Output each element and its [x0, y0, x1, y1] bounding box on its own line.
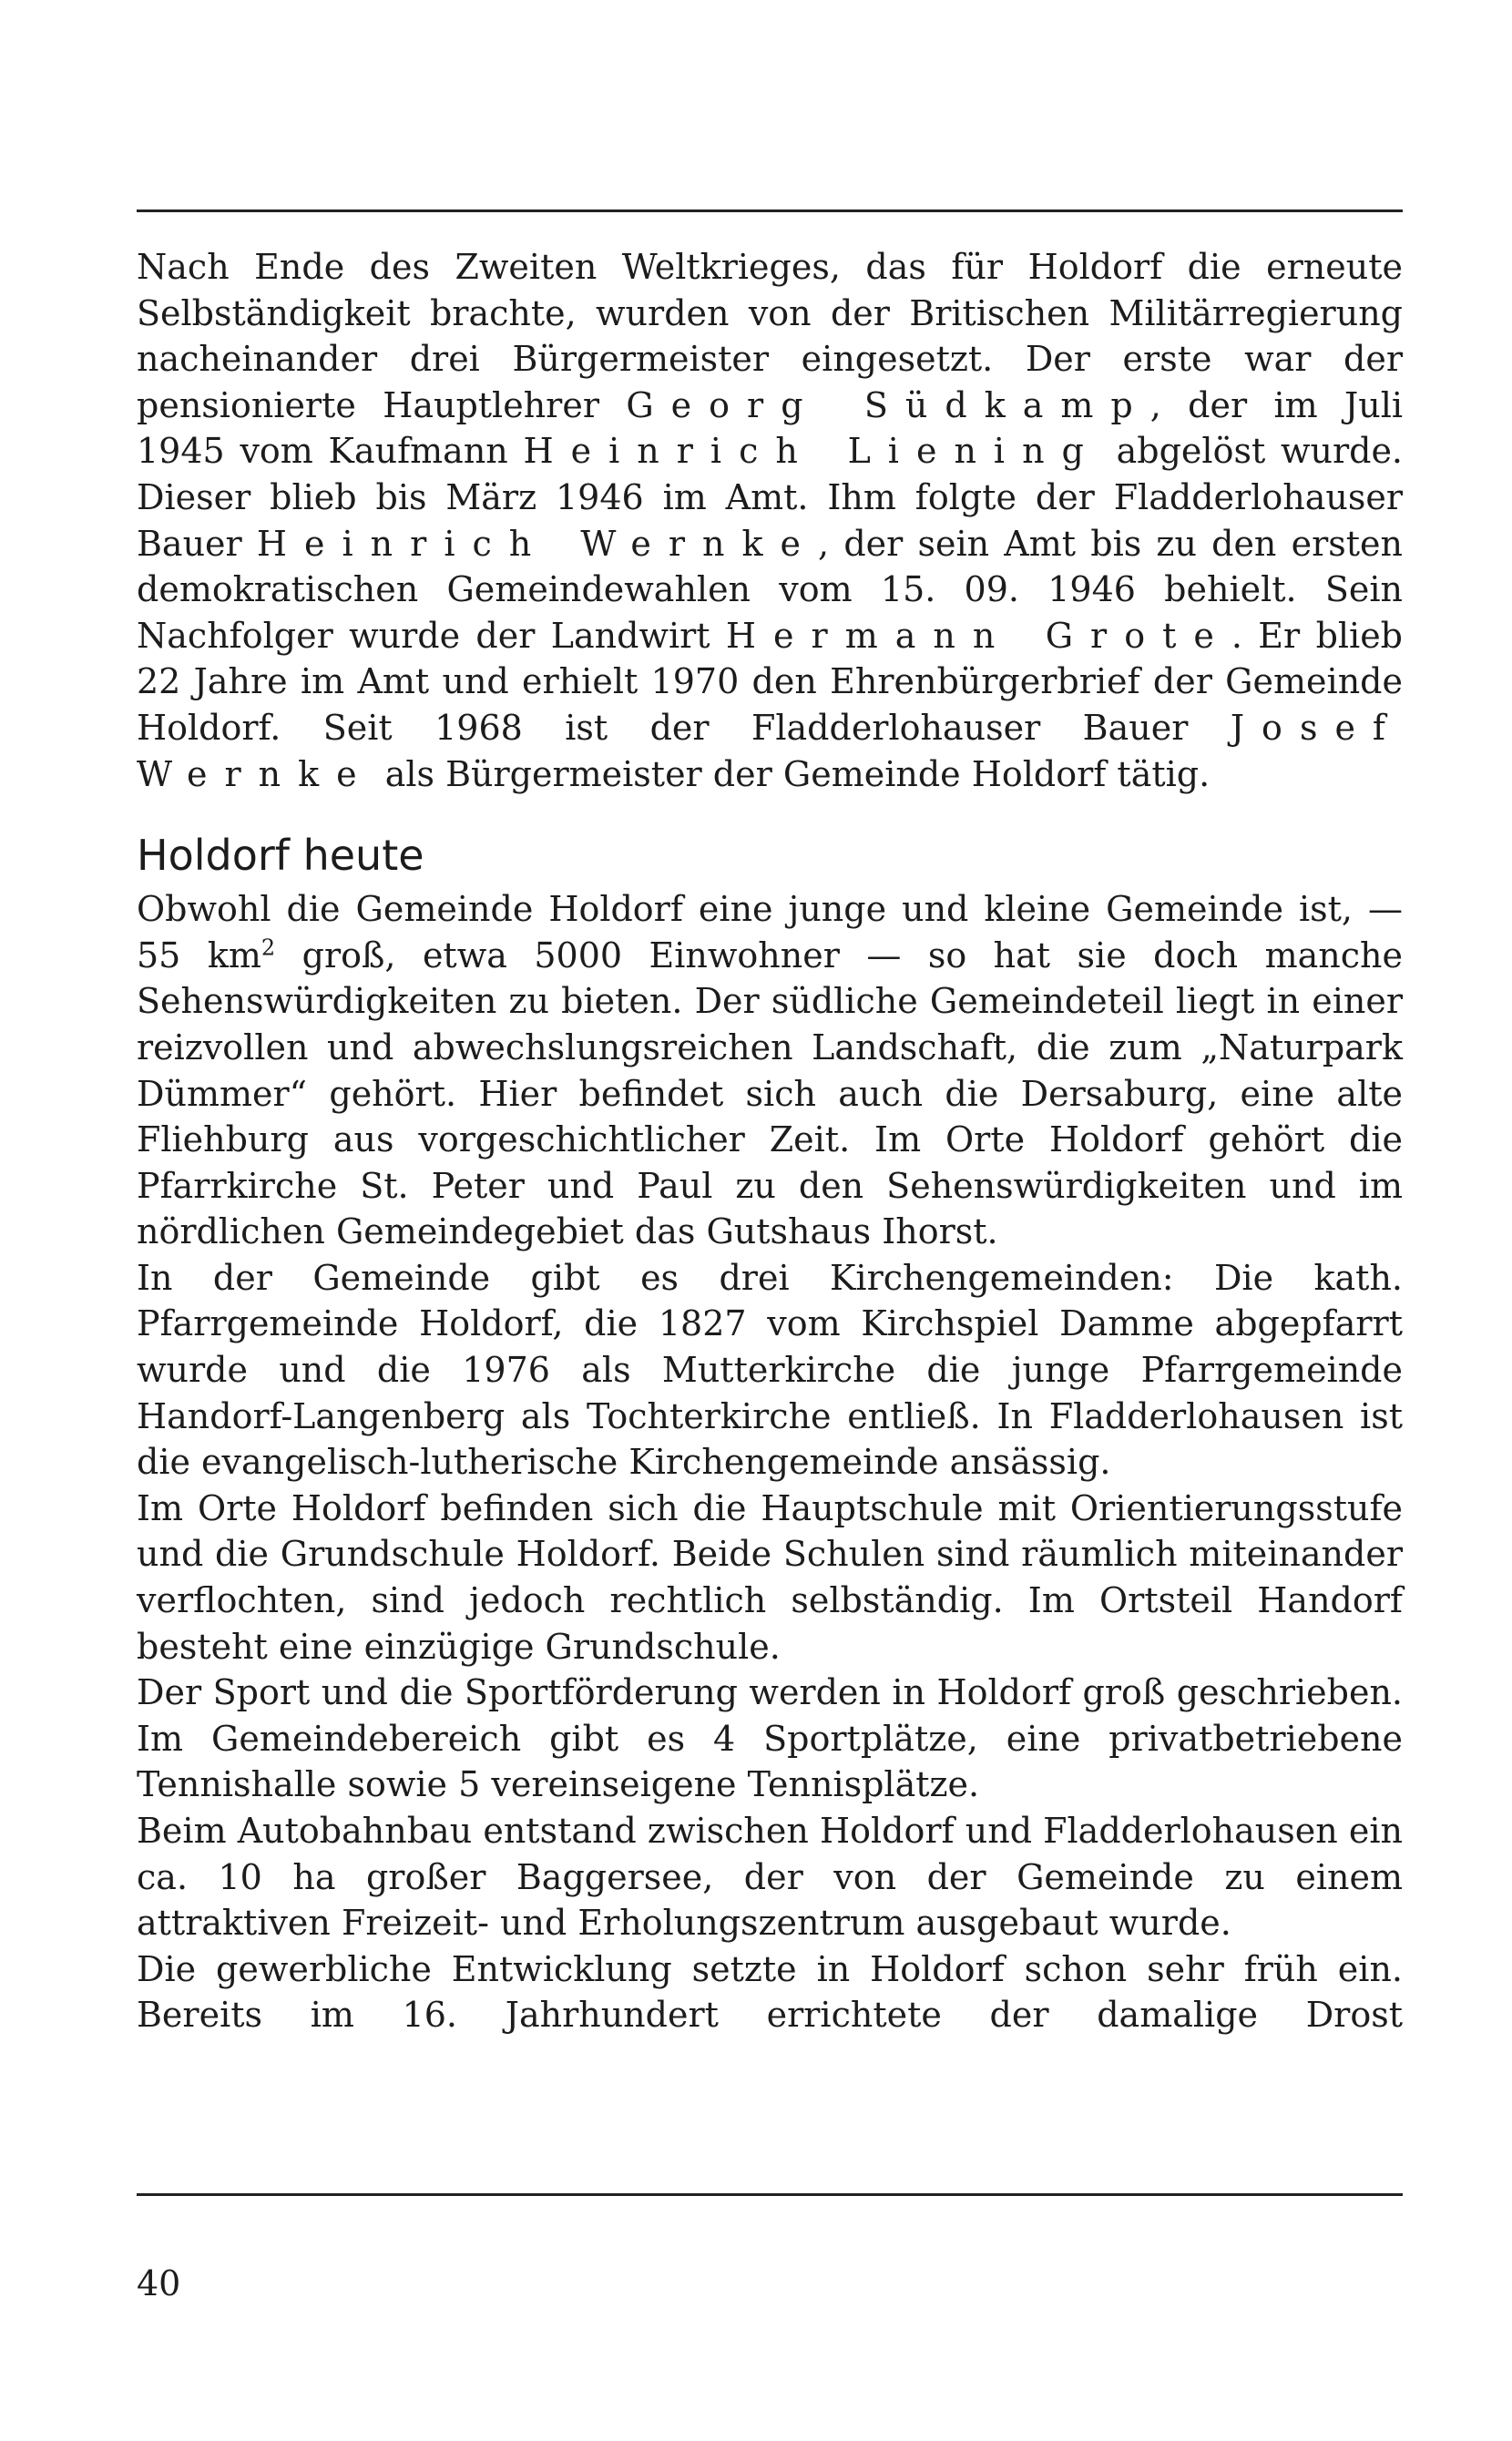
section-heading: Holdorf heute — [137, 831, 424, 881]
bottom-rule — [137, 2193, 1403, 2196]
person-name: Heinrich Liening — [523, 431, 1101, 472]
intro-paragraph — [137, 244, 1403, 828]
body-text — [137, 244, 1403, 2038]
intro-text-2: , der im Juli 1945 vom Kaufmann — [137, 384, 1403, 472]
person-name: Hermann Grote — [725, 615, 1231, 656]
paragraph-schools: Im Orte Holdorf befinden sich die Hauptschule mit Orientierungsstufe und die Grundschule Holdorf. Beide Schulen sind räumlich miteinander verflochten, sind jedoch rechtlich selbständig. Im Ortsteil Handorf besteht eine einzügige Grundschule. — [137, 1487, 1403, 1667]
top-rule — [137, 209, 1403, 212]
intro-text-5: . Er blieb 22 Jahre im Amt und erhielt 1970 den Ehrenbürgerbrief der Gemeinde Holdorf. Seit 1968 ist der Fladderlohauser Bauer — [137, 615, 1404, 748]
paragraph-industry: Die gewerbliche Entwicklung setzte in Holdorf schon sehr früh ein. Bereits im 16. Jahrhundert errichtete der damalige Drost — [137, 1948, 1403, 2036]
paragraph-overview — [137, 886, 1403, 1255]
overview-text-2: groß, etwa 5000 Einwohner — so hat sie doch manche Sehenswürdigkeiten zu bieten. Der südliche Gemeindeteil liegt in einer reizvollen und abwechslungsreichen Landschaft, die zum „Naturpark Dümmer“ gehört. Hier befindet sich auch die Dersaburg, eine alte Fliehburg aus vorgeschichtlicher Zeit. Im Orte Holdorf gehört die Pfarrkirche St. Peter und Paul zu den Sehenswürdigkeiten und im nördlichen Gemeindegebiet das Gutshaus Ihorst. — [137, 935, 1403, 1252]
intro-text-1: Nach Ende des Zweiten Weltkrieges, das für Holdorf die erneute Selbständigkeit brachte, wurden von der Britischen Militärregierung nacheinander drei Bürgermeister eingesetzt. Der erste war der pensionierte Hauptlehrer — [137, 247, 1403, 425]
intro-text-3: abgelöst wurde. Dieser blieb bis März 1946 im Amt. Ihm folgte der Fladderlohauser Bauer — [137, 431, 1404, 564]
person-name: Josef Wernke — [137, 707, 1403, 794]
paragraph-churches: In der Gemeinde gibt es drei Kirchengemeinden: Die kath. Pfarrgemeinde Holdorf, die 1827 vom Kirchspiel Damme abgepfarrt wurde und die 1976 als Mutterkirche die junge Pfarrgemeinde Handorf-Langenberg als Tochterkirche entließ. In Fladderlohausen ist die evangelisch-lutherische Kirchengemeinde ansässig. — [137, 1257, 1403, 1483]
intro-text-4: , der sein Amt bis zu den ersten demokratischen Gemeindewahlen vom 15. 09. 1946 behielt. Sein Nachfolger wurde der Landwirt — [137, 523, 1403, 656]
person-name: Georg Südkamp — [626, 384, 1150, 425]
intro-text-6: als Bürgermeister der Gemeinde Holdorf tätig. — [373, 753, 1211, 794]
superscript: 2 — [261, 935, 276, 961]
page-number: 40 — [137, 2263, 181, 2303]
person-name: Heinrich Wernke — [256, 523, 819, 564]
overview-text-1: Obwohl die Gemeinde Holdorf eine junge und kleine Gemeinde ist, — 55 km — [137, 889, 1403, 975]
paragraph-sports: Der Sport und die Sportförderung werden in Holdorf groß geschrieben. Im Gemeindebereich gibt es 4 Sportplätze, eine privatbetriebene Tennishalle sowie 5 vereinseigene Tennisplätze. — [137, 1672, 1403, 1805]
paragraph-lake: Beim Autobahnbau entstand zwischen Holdorf und Fladderlohausen ein ca. 10 ha großer Baggersee, der von der Gemeinde zu einem attraktiven Freizeit- und Erholungszentrum ausgebaut wurde. — [137, 1811, 1403, 1944]
